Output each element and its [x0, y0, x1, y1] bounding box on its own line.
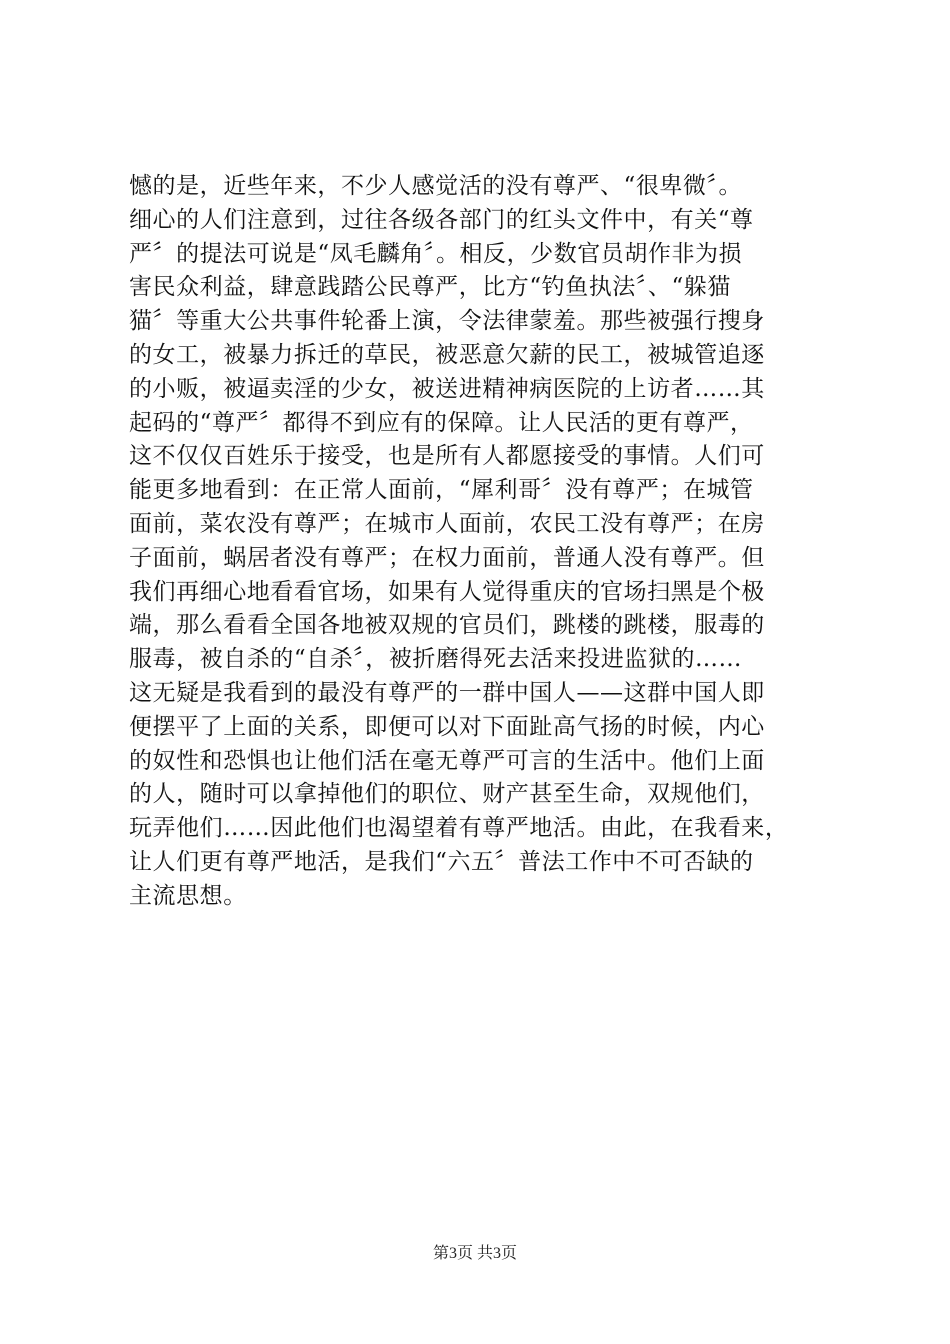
text-line: 主流思想。: [129, 882, 247, 909]
text-line: 起码的“尊严〞都得不到应有的保障。让人民活的更有尊严，: [129, 409, 754, 436]
text-line: 细心的人们注意到，过往各级各部门的红头文件中，有关“尊: [129, 206, 754, 233]
text-line: 猫〞等重大公共事件轮番上演，令法律蒙羞。那些被强行搜身: [129, 308, 765, 335]
body-paragraph: [129, 170, 839, 914]
text-line: 面前，菜农没有尊严；在城市人面前，农民工没有尊严；在房: [129, 510, 765, 537]
text-line: 玩弄他们……因此他们也渴望着有尊严地活。由此，在我看来，: [129, 815, 789, 842]
text-line: 子面前，蜗居者没有尊严；在权力面前，普通人没有尊严。但: [129, 544, 765, 571]
page-footer: [0, 1243, 950, 1265]
text-line: 能更多地看到：在正常人面前，“犀利哥〞没有尊严；在城管: [129, 477, 754, 504]
text-line: 的奴性和恐惧也让他们活在毫无尊严可言的生活中。他们上面: [129, 747, 765, 774]
page-number: 第3页 共3页: [432, 1245, 517, 1262]
text-line: 害民众利益，肆意践踏公民尊严，比方“钓鱼执法〞、“躲猫: [129, 274, 731, 301]
text-line: 严〞的提法可说是“凤毛麟角〞。相反，少数官员胡作非为损: [129, 240, 743, 267]
text-line: 服毒，被自杀的“自杀〞，被折磨得死去活来投进监狱的……: [129, 646, 743, 673]
text-line: 的人，随时可以拿掉他们的职位、财产甚至生命，双规他们，: [129, 781, 765, 808]
text-line: 便摆平了上面的关系，即便可以对下面趾高气扬的时候，内心: [129, 713, 765, 740]
text-line: 我们再细心地看看官场，如果有人觉得重庆的官场扫黑是个极: [129, 578, 765, 605]
text-line: 的女工，被暴力拆迁的草民，被恶意欠薪的民工，被城管追逐: [129, 341, 765, 368]
text-line: 让人们更有尊严地活，是我们“六五〞普法工作中不可否缺的: [129, 848, 754, 875]
text-line: 这不仅仅百姓乐于接受，也是所有人都愿接受的事情。人们可: [129, 443, 765, 470]
text-line: 端，那么看看全国各地被双规的官员们，跳楼的跳楼，服毒的: [129, 612, 765, 639]
text-line: 这无疑是我看到的最没有尊严的一群中国人——这群中国人即: [129, 679, 765, 706]
text-line: 憾的是，近些年来，不少人感觉活的没有尊严、“很卑微〞。: [129, 173, 743, 199]
text-line: 的小贩，被逼卖淫的少女，被送进精神病医院的上访者……其: [129, 375, 765, 402]
